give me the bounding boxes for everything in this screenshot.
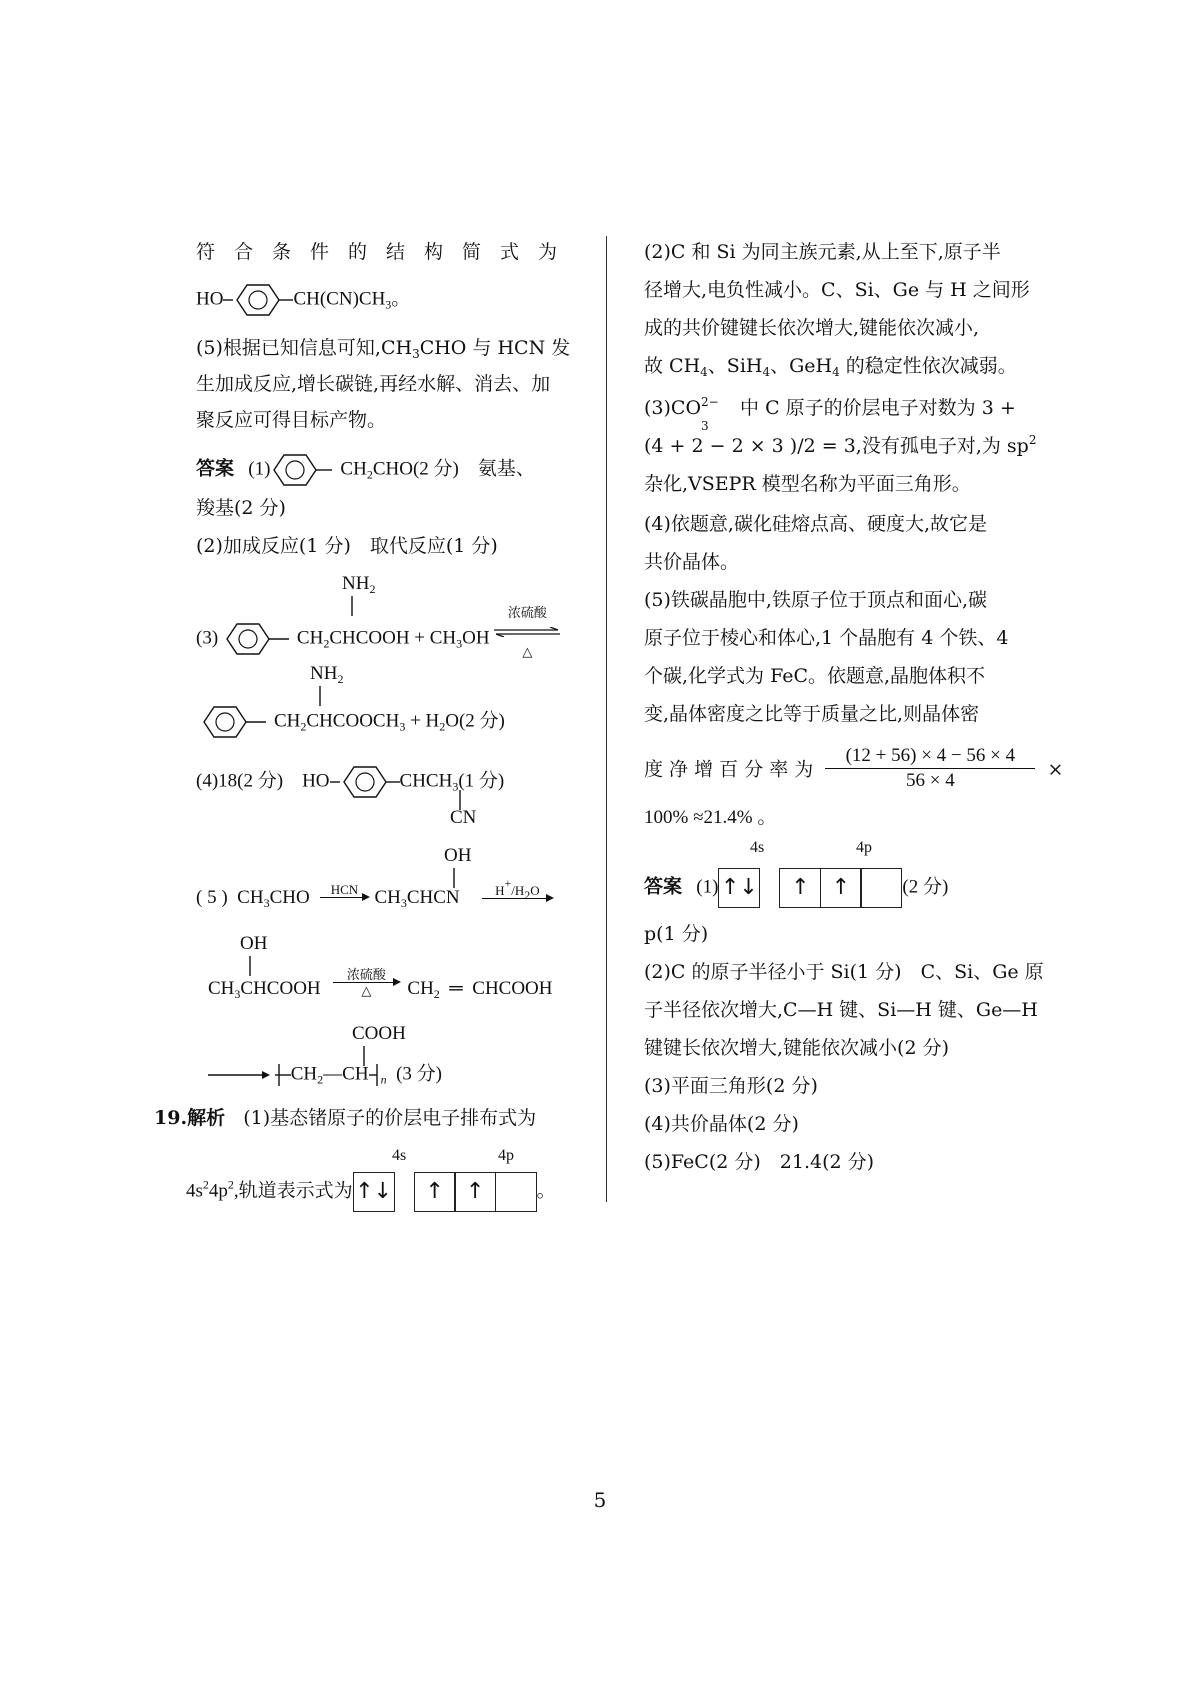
arrow-hydrolysis: $H^+/H_2O$ — [482, 883, 552, 899]
answer-orbital-diagram: 答案 (1) ↑↓ ↑ ↑ (2 分) — [644, 868, 948, 908]
column-divider — [606, 236, 607, 1202]
benzene-ring-icon — [200, 704, 274, 740]
orbital-box-4p: ↑ ↑ — [779, 868, 902, 908]
benzene-ring-icon — [270, 452, 340, 488]
left-line-5: 聚反应可得目标产物。 — [196, 409, 387, 431]
right-line-12: 个碳,化学式为 FeC。依题意,晶胞体积不 — [644, 665, 986, 687]
right-line-13: 变,晶体密度之比等于质量之比,则晶体密 — [644, 703, 980, 725]
orbital-4s-label: 4s — [392, 1147, 407, 1164]
orbital-box-4s: ↑↓ — [353, 1172, 395, 1212]
right-line-15: 100% ≈21.4% 。 — [644, 807, 777, 828]
right-line-14: 度 净 增 百 分 率 为 $\frac{(12 + 56) \times 4 - 56 \times 4}{56 \times 4}$ × — [644, 745, 1064, 791]
orbital-4p-label: 4p — [856, 839, 872, 856]
right-line-1: (2)C 和 Si 为同主族元素,从上至下,原子半 — [644, 241, 1001, 263]
answer-line-5: 键键长依次增大,键能依次减小(2 分) — [644, 1037, 949, 1059]
percent-increase-fraction: $\frac{(12 + 56) \times 4 - 56 \times 4}{56 \times 4}$ — [825, 744, 1035, 793]
right-line-10: (5)铁碳晶胞中,铁原子位于顶点和面心,碳 — [644, 589, 987, 611]
arrow-icon — [333, 982, 399, 983]
answer-line-6: (3)平面三角形(2 分) — [644, 1075, 818, 1097]
cooh-group-label: COOH — [352, 1023, 406, 1044]
right-line-5: (3)CO 2− 3 中 C 原子的价层电子对数为 3 + — [644, 395, 1016, 433]
answer-1: 答案 (1) $CH_2CHO(2$ 分) 氨基、 — [196, 452, 535, 488]
reaction-5-line-3: $CH_2—CH$ $_n$ (3 分) — [208, 1062, 442, 1088]
answer-line-4: 子半径依次增大,C—H 键、Si—H 键、Ge—H — [644, 999, 1038, 1021]
benzene-ring-icon — [223, 282, 293, 318]
right-line-8: (4)依题意,碳化硅熔点高、硬度大,故它是 — [644, 513, 987, 535]
right-line-7: 杂化,VSEPR 模型名称为平面三角形。 — [644, 473, 971, 495]
right-line-2: 径增大,电负性减小。C、Si、Ge 与 H 之间形 — [644, 279, 1030, 301]
answer-line-8: (5)FeC(2 分) 21.4(2 分) — [644, 1151, 875, 1173]
left-line-3: (5)根据已知信息可知$,CH_3CHO$ 与 HCN 发 — [196, 337, 571, 361]
polymer-bracket-left-icon — [275, 1062, 291, 1088]
bond-line-icon — [248, 956, 252, 976]
orbital-box-4s: ↑↓ — [718, 868, 760, 908]
left-line-4: 生加成反应,增长碳链,再经水解、消去、加 — [196, 373, 551, 395]
answer-4: (4)18(2 分) HO $CHCH_3(1$ 分) — [196, 764, 504, 800]
arrow-hcn: HCN — [320, 883, 368, 898]
bond-line-icon — [318, 686, 322, 706]
arrow-icon — [320, 897, 368, 898]
right-line-4: 故 $CH_4$、SiH$_4$、GeH$_4$ 的稳定性依次减弱。 — [644, 355, 1017, 379]
right-line-6: (4 + 2 − 2 × 3 )/2 = 3,没有孤电子对,为 $sp^2$ — [644, 433, 1037, 457]
answer-2: (2)加成反应(1 分) 取代反应(1 分) — [196, 535, 498, 557]
nh2-group-label: $NH_2$ — [342, 573, 376, 596]
oh-group-label-2: OH — [240, 933, 268, 954]
ge-orbital-diagram: $4s^24p^2$,轨道表示式为 ↑↓ ↑ ↑ 。 — [186, 1172, 556, 1212]
polymer-bracket-right-icon — [369, 1062, 381, 1088]
reversible-arrow: 浓硫酸 △ — [494, 606, 560, 660]
equilibrium-arrow-icon — [494, 627, 560, 637]
question-19-header: 19.解析 (1)基态锗原子的价层电子排布式为 — [154, 1107, 537, 1129]
right-line-3: 成的共价键键长依次增大,键能依次减小, — [644, 317, 980, 339]
oh-group-label: OH — [444, 845, 472, 866]
bond-line-icon — [452, 868, 456, 888]
page-number: 5 — [593, 1488, 607, 1512]
question-number: 19. — [154, 1107, 188, 1129]
reaction-3-line-1: (3) $CH_2CHCOOH + CH_3OH$ 浓硫酸 △ — [196, 612, 560, 666]
reaction-5-line-2: $CH_3CHCOOH$ 浓硫酸 △ $CH_2$ ═ CHCOOH — [208, 967, 553, 1001]
reaction-3-line-2: $CH_2CHCOOCH_3 + H_2O(2$ 分) — [200, 704, 505, 740]
answer-line-3: (2)C 的原子半径小于 Si(1 分) C、Si、Ge 原 — [644, 961, 1044, 983]
orbital-box-4p: ↑ ↑ — [414, 1172, 537, 1212]
benzene-ring-icon — [223, 621, 297, 657]
nh2-group-label-2: $NH_2$ — [310, 663, 344, 686]
arrow-icon — [482, 898, 552, 899]
answer-1-cont: 羧基(2 分) — [196, 497, 286, 519]
reaction-5-line-1: ( 5 ) $CH_3CHO$ HCN $CH_3CHCN$ $H^+/H_2O$ — [196, 886, 552, 910]
orbital-4p-label: 4p — [498, 1147, 514, 1164]
orbital-4s-label: 4s — [750, 839, 765, 856]
structure-formula-answer: HO $CH(CN)CH_3$。 — [196, 282, 410, 318]
right-line-11: 原子位于棱心和体心,1 个晶胞有 4 个铁、4 — [644, 627, 1009, 649]
answer-label: 答案 — [196, 458, 235, 480]
arrow-dehydration: 浓硫酸 △ — [333, 968, 399, 999]
answer-line-7: (4)共价晶体(2 分) — [644, 1113, 799, 1135]
benzene-ring-icon — [330, 764, 400, 800]
answer-line-2: p(1 分) — [644, 923, 709, 945]
analysis-label: 解析 — [187, 1107, 226, 1129]
left-line-1: 符 合 条 件 的 结 构 简 式 为 — [196, 241, 558, 263]
long-arrow-icon — [208, 1069, 270, 1081]
cn-group-label: CN — [450, 807, 477, 828]
answer-label: 答案 — [644, 876, 683, 898]
right-line-9: 共价晶体。 — [644, 551, 740, 573]
